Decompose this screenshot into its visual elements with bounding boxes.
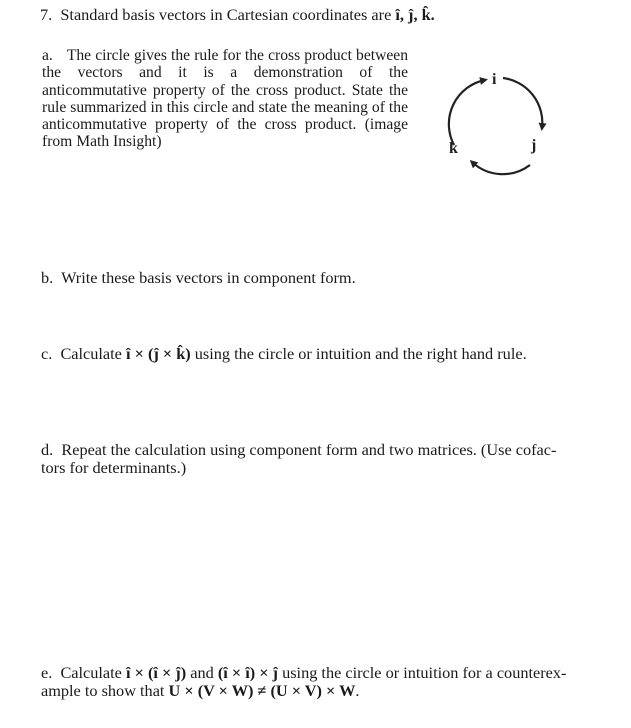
part-b-text: Write these basis vectors in component form. bbox=[61, 268, 356, 287]
question-number: 7. bbox=[40, 5, 53, 24]
part-e-suffix: using the circle or intuition for a counterex- bbox=[282, 663, 567, 682]
arc-j-to-k-icon bbox=[472, 162, 530, 174]
basis-vectors: î, ĵ, k̂. bbox=[395, 5, 435, 24]
part-e-period: . bbox=[355, 681, 360, 700]
part-e-line1 bbox=[41, 664, 566, 682]
question-intro: Standard basis vectors in Cartesian coordinates are bbox=[60, 5, 392, 24]
part-c-expression: î × (ĵ × k̂) bbox=[126, 344, 191, 363]
part-e-expression-1: î × (î × ĵ) bbox=[126, 663, 187, 682]
part-e-inequality: U × (V × W) ≠ (U × V) × W bbox=[168, 681, 356, 700]
cross-product-circle-diagram bbox=[440, 60, 560, 180]
part-c-suffix: using the circle or intuition and the right hand rule. bbox=[194, 344, 527, 363]
label-i: i bbox=[492, 71, 497, 88]
part-a-text: The circle gives the rule for the cross product between the vectors and it is a demonstration of the anticommutative property of the cross product. State the rule summarized in this circle and state the meaning of the anticommutative property of the cross product. (image from Math Insight) bbox=[42, 47, 408, 151]
part-d-line2 bbox=[41, 459, 186, 477]
part-d-text-2: tors for determinants.) bbox=[41, 458, 187, 477]
part-d-text-1: Repeat the calculation using component form and two matrices. (Use cofac- bbox=[61, 440, 557, 459]
part-d-label: d. bbox=[41, 440, 54, 459]
part-e-expression-2: (î × î) × ĵ bbox=[217, 663, 278, 682]
part-b-label: b. bbox=[41, 268, 54, 287]
part-e-and: and bbox=[190, 663, 214, 682]
part-e-line2 bbox=[41, 682, 359, 700]
part-c-prefix: Calculate bbox=[60, 344, 122, 363]
part-e-label: e. bbox=[41, 663, 53, 682]
part-c bbox=[41, 345, 527, 363]
part-e-prefix: Calculate bbox=[60, 663, 122, 682]
part-e-line2-prefix: ample to show that bbox=[41, 681, 165, 700]
arc-i-to-j-icon bbox=[503, 78, 542, 128]
part-a-label: a. bbox=[42, 47, 53, 64]
part-c-label: c. bbox=[41, 344, 53, 363]
label-k: k bbox=[449, 140, 458, 157]
part-d-line1 bbox=[41, 441, 556, 459]
part-b bbox=[41, 269, 356, 287]
question-header bbox=[40, 6, 435, 24]
part-a bbox=[42, 47, 408, 151]
label-j: j bbox=[531, 137, 537, 154]
arc-k-to-i-icon bbox=[449, 80, 485, 145]
